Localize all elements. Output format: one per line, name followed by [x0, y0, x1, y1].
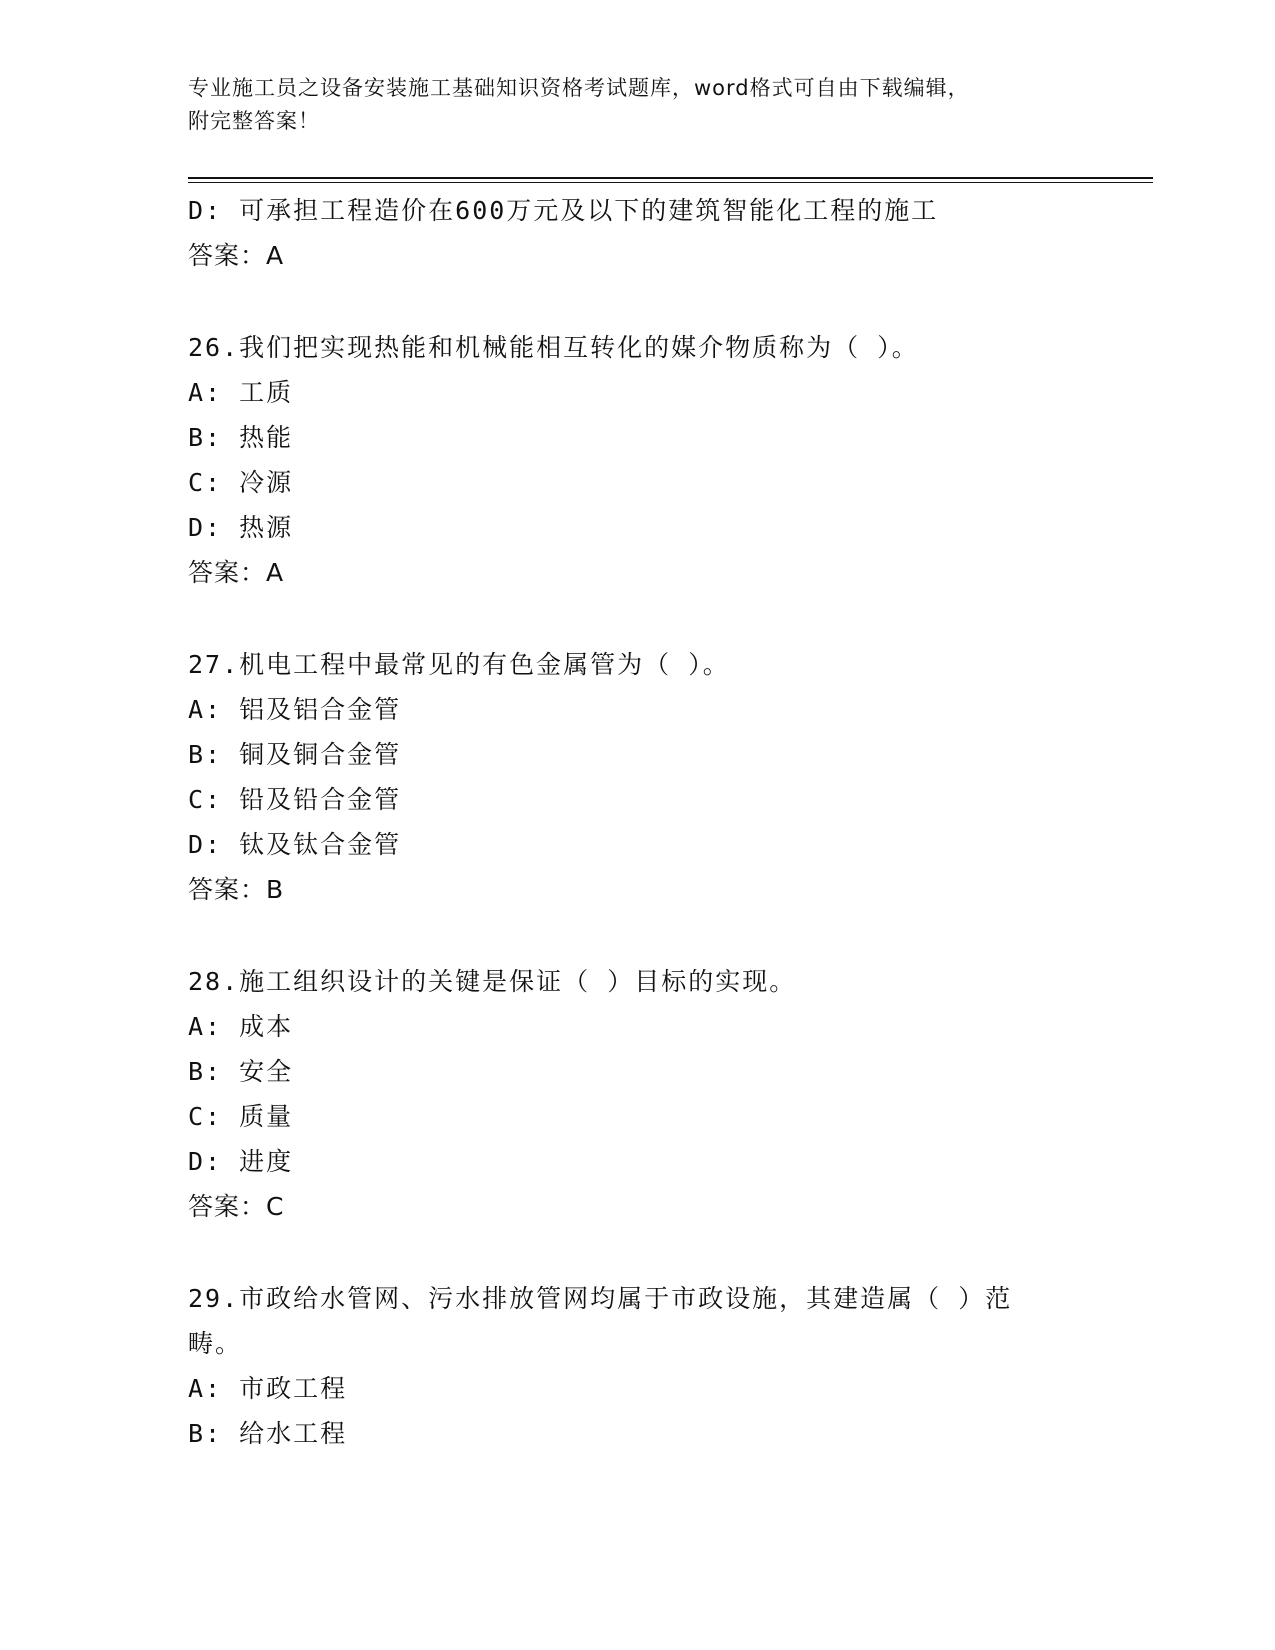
- option-d: D: 进度: [188, 1147, 294, 1176]
- question-stem: 27.机电工程中最常见的有色金属管为（ ）。: [188, 650, 730, 679]
- option-a: A: 市政工程: [188, 1374, 348, 1403]
- option-a: A: 铝及铝合金管: [188, 695, 402, 724]
- option-b: B: 热能: [188, 423, 294, 452]
- question-stem: 28.施工组织设计的关键是保证（ ）目标的实现。: [188, 967, 797, 996]
- header-line-1: 专业施工员之设备安装施工基础知识资格考试题库，word格式可自由下载编辑，: [188, 76, 970, 100]
- option-a: A: 成本: [188, 1012, 294, 1041]
- question-26: [188, 325, 1088, 595]
- question-27: [188, 642, 1088, 912]
- option-d: D: 可承担工程造价在600万元及以下的建筑智能化工程的施工: [188, 196, 939, 225]
- header-rule: [188, 177, 1153, 179]
- header-rule-thin: [188, 182, 1153, 183]
- question-stem: 26.我们把实现热能和机械能相互转化的媒介物质称为（ ）。: [188, 333, 919, 362]
- option-c: C: 铅及铅合金管: [188, 785, 402, 814]
- question-stem-line-1: 29.市政给水管网、污水排放管网均属于市政设施，其建造属（ ）范: [188, 1284, 1013, 1313]
- option-d: D: 热源: [188, 513, 294, 542]
- option-b: B: 安全: [188, 1057, 294, 1086]
- question-28: [188, 959, 1088, 1229]
- document-header: [188, 72, 1068, 138]
- option-c: C: 冷源: [188, 468, 294, 497]
- option-b: B: 给水工程: [188, 1419, 348, 1448]
- answer: 答案：C: [188, 1192, 285, 1221]
- question-29: [188, 1276, 1088, 1456]
- option-b: B: 铜及铜合金管: [188, 740, 402, 769]
- option-a: A: 工质: [188, 378, 294, 407]
- option-c: C: 质量: [188, 1102, 294, 1131]
- answer: 答案：B: [188, 875, 285, 904]
- answer: 答案：A: [188, 558, 285, 587]
- header-line-2: 附完整答案！: [188, 109, 320, 133]
- answer: 答案：A: [188, 241, 285, 270]
- question-list: [188, 188, 1088, 1456]
- option-d: D: 钛及钛合金管: [188, 830, 402, 859]
- question-stem-line-2: 畴。: [188, 1329, 243, 1358]
- carryover-block: [188, 188, 1088, 278]
